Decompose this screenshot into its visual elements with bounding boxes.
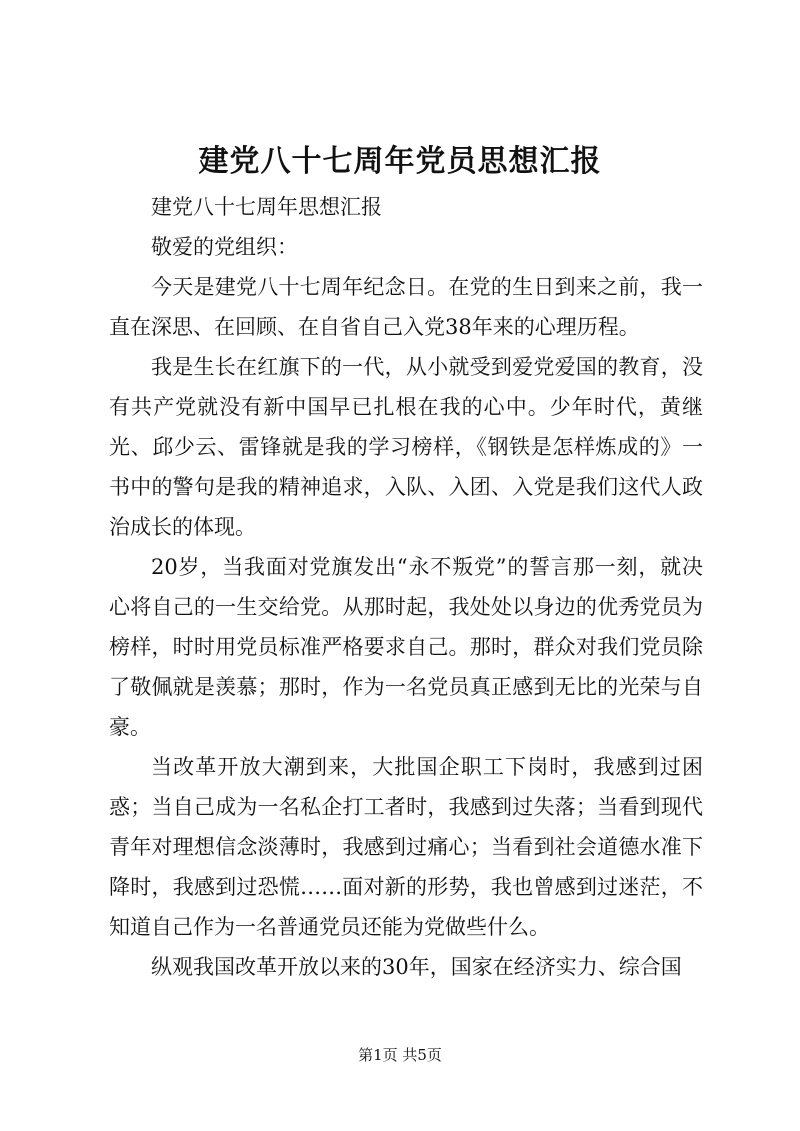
paragraph: 当改革开放大潮到来，大批国企职工下岗时，我感到过困惑；当自己成为一名私企打工者时，我感到过失落；当看到现代青年对理想信念淡薄时，我感到过痛心；当看到社会道德水准下降时，我感到过恐慌……面对新的形势，我也曾感到过迷茫，不知道自己作为一名普通党员还能为党做些什么。 <box>109 755 703 939</box>
paragraph-salutation: 敬爱的党组织： <box>151 235 298 259</box>
paragraph-subtitle: 建党八十七周年思想汇报 <box>151 195 382 219</box>
page-footer: 第1页 共5页 <box>358 1046 442 1064</box>
document-title: 建党八十七周年党员思想汇报 <box>198 144 602 179</box>
document-body <box>109 187 703 987</box>
paragraph: 我是生长在红旗下的一代，从小就受到爱党爱国的教育，没有共产党就没有新中国早已扎根在我的心中。少年时代，黄继光、邱少云、雷锋就是我的学习榜样，《钢铁是怎样炼成的》一书中的警句是我的精神追求，入队、入团、入党是我们这代人政治成长的体现。 <box>109 355 703 539</box>
paragraph: 20岁，当我面对党旗发出“永不叛党”的誓言那一刻，就决心将自己的一生交给党。从那时起，我处处以身边的优秀党员为榜样，时时用党员标准严格要求自己。那时，群众对我们党员除了敬佩就是羡慕；那时，作为一名党员真正感到无比的光荣与自豪。 <box>109 555 703 739</box>
paragraph: 今天是建党八十七周年纪念日。在党的生日到来之前，我一直在深思、在回顾、在自省自己入党38年来的心理历程。 <box>109 275 703 339</box>
paragraph: 纵观我国改革开放以来的30年，国家在经济实力、综合国 <box>151 955 682 979</box>
